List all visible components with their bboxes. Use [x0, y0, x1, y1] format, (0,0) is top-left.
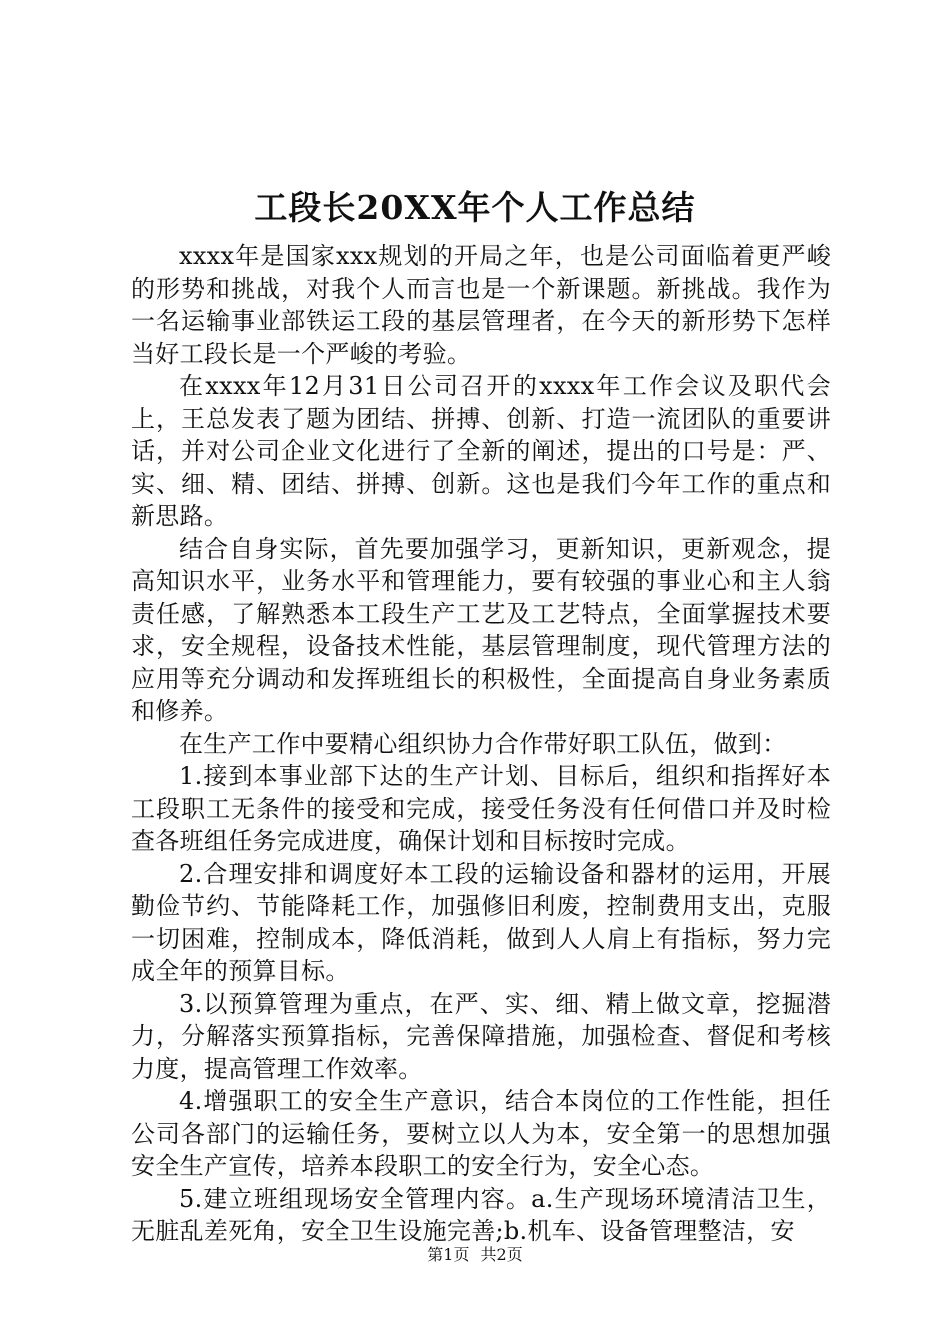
list-item: 3.以预算管理为重点，在严、实、细、精上做文章，挖掘潜力，分解落实预算指标，完善保障措施，加强检查、督促和考核力度，提高管理工作效率。	[131, 989, 831, 1083]
paragraph: 在生产工作中要精心组织协力合作带好职工队伍，做到：	[179, 729, 787, 758]
document-body	[131, 240, 831, 1248]
document-title: 工段长20XX年个人工作总结	[254, 188, 696, 227]
list-item: 2.合理安排和调度好本工段的运输设备和器材的运用，开展勤俭节约、节能降耗工作，加强修旧利废，控制费用支出，克服一切困难，控制成本，降低消耗，做到人人肩上有指标，努力完成全年的预算目标。	[131, 859, 831, 985]
paragraph: xxxx年是国家xxx规划的开局之年，也是公司面临着更严峻的形势和挑战，对我个人而言也是一个新课题。新挑战。我作为一名运输事业部铁运工段的基层管理者，在今天的新形势下怎样当好工段长是一个严峻的考验。	[131, 242, 831, 368]
paragraph: 在xxxx年12月31日公司召开的xxxx年工作会议及职代会上，王总发表了题为团结、拼搏、创新、打造一流团队的重要讲话，并对公司企业文化进行了全新的阐述，提出的口号是：严、实、细、精、团结、拼搏、创新。这也是我们今年工作的重点和新思路。	[131, 372, 831, 530]
page-footer	[0, 1244, 950, 1266]
list-item: 5.建立班组现场安全管理内容。a.生产现场环境清洁卫生，无脏乱差死角，安全卫生设施完善;b.机车、设备管理整洁，安	[131, 1184, 831, 1245]
list-item: 1.接到本事业部下达的生产计划、目标后，组织和指挥好本工段职工无条件的接受和完成，接受任务没有任何借口并及时检查各班组任务完成进度，确保计划和目标按时完成。	[131, 762, 831, 855]
page-number: 第1页	[427, 1245, 470, 1264]
page-total: 共2页	[480, 1245, 523, 1264]
paragraph: 结合自身实际，首先要加强学习，更新知识，更新观念，提高知识水平，业务水平和管理能力，要有较强的事业心和主人翁责任感，了解熟悉本工段生产工艺及工艺特点，全面掌握技术要求，安全规程，设备技术性能，基层管理制度，现代管理方法的应用等充分调动和发挥班组长的积极性，全面提高自身业务素质和修养。	[131, 534, 831, 725]
list-item: 4.增强职工的安全生产意识，结合本岗位的工作性能，担任公司各部门的运输任务，要树立以人为本，安全第一的思想加强安全生产宣传，培养本段职工的安全行为，安全心态。	[131, 1087, 831, 1180]
